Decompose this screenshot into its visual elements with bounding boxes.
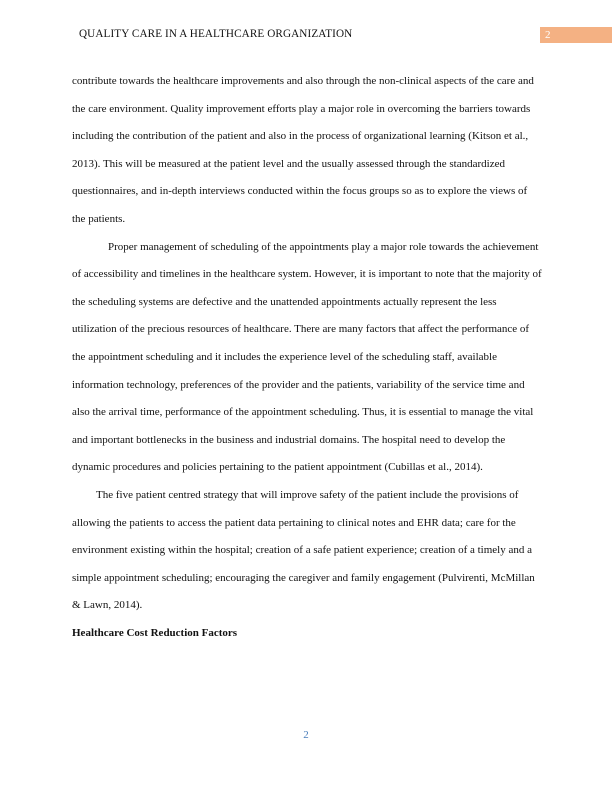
paragraph-patient-strategy: The five patient centred strategy that will improve safety of the patient include the provisions of allowing the patients to access the patient data pertaining to clinical notes and EHR data; care for the environment existing within the hospital; creation of a safe patient experience; creation of a timely and a simple appointment scheduling; encouraging the caregiver and family engagement (Pulvirenti, McMillan & Lawn, 2014). (72, 488, 535, 612)
footer-page-number: 2 (303, 729, 309, 741)
header-page-number: 2 (540, 27, 612, 43)
running-header-title: QUALITY CARE IN A HEALTHCARE ORGANIZATION (79, 28, 353, 40)
section-heading: Healthcare Cost Reduction Factors (72, 626, 238, 639)
document-body (72, 68, 542, 647)
paragraph-scheduling: Proper management of scheduling of the appointments play a major role towards the achievement of accessibility and timelines in the healthcare system. However, it is important to note that the majority of the scheduling systems are defective and the unattended appointments actually represent the less utilization of the precious resources of healthcare. There are many factors that affect the performance of the appointment scheduling and it includes the experience level of the scheduling staff, available information technology, preferences of the provider and the patients, variability of the service time and also the arrival time, performance of the appointment scheduling. Thus, it is essential to manage the vital and important bottlenecks in the business and industrial domains. The hospital need to develop the dynamic procedures and policies pertaining to the patient appointment (Cubillas et al., 2014). (72, 240, 542, 474)
paragraph-continuation: contribute towards the healthcare improvements and also through the non-clinical aspects of the care and the care environment. Quality improvement efforts play a major role in overcoming the barriers towards including the contribution of the patient and also in the process of organizational learning (Kitson et al., 2013). This will be measured at the patient level and the usually assessed through the standardized questionnaires, and in-depth interviews conducted within the focus groups so as to explore the views of the patients. (72, 75, 534, 225)
